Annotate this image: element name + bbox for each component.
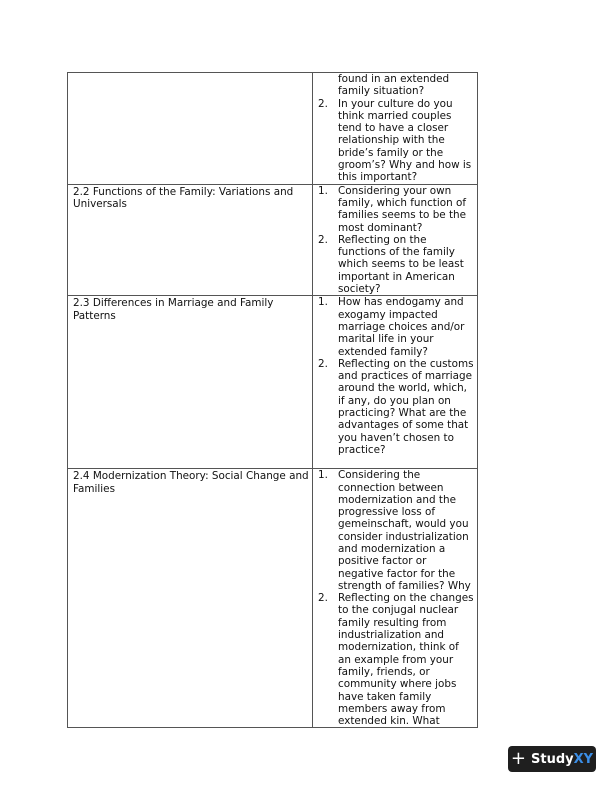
topic-cell — [68, 73, 313, 185]
questions-cell — [313, 73, 478, 185]
item-text: Considering the connection between modernization and the progressive loss of gemeinschaft, would you consider industrialization and modernization a positive factor or negative factor for the strength of families? Why — [338, 469, 471, 592]
questions-cell — [313, 296, 478, 469]
table-row — [68, 296, 478, 469]
questions-cell — [313, 469, 478, 728]
item-number: 2. — [318, 97, 328, 110]
item-number: 1. — [318, 469, 328, 482]
item-text: Reflecting on the functions of the family which seems to be least important in American society? — [338, 233, 464, 296]
item-text: How has endogamy and exogamy impacted marriage choices and/or marital life in your extended family? — [338, 296, 465, 358]
item-text: found in an extended family situation? — [338, 73, 450, 98]
studyxy-logo — [508, 746, 596, 772]
topic-label: 2.4 Modernization Theory: Social Change and Families — [73, 470, 309, 495]
table-row — [68, 469, 478, 728]
topic-cell — [68, 184, 313, 296]
topic-label — [73, 73, 309, 74]
question-list — [316, 469, 474, 727]
item-number: 2. — [318, 592, 328, 605]
list-item — [316, 469, 474, 592]
question-list — [316, 185, 474, 296]
questions-cell — [313, 184, 478, 296]
item-text: Considering your own family, which function of families seems to be the most dominant? — [338, 184, 467, 234]
list-item — [316, 296, 474, 357]
cell-spacer — [316, 456, 474, 468]
list-item — [316, 185, 474, 234]
item-text: Reflecting on the customs and practices of marriage around the world, which, if any, do you plan on practicing? What are the advantages of some that you haven’t chosen to practice? — [338, 357, 474, 456]
topic-label: 2.3 Differences in Marriage and Family Patterns — [73, 297, 274, 322]
item-text: In your culture do you think married couples tend to have a closer relationship with the bride’s family or the groom’s? Why and how is this important? — [338, 97, 472, 184]
question-list — [316, 73, 474, 184]
item-text: Reflecting on the changes to the conjugal nuclear family resulting from industrialization and modernization, think of an example from your family, friends, or community where jobs have taken family members away from extended kin. What — [338, 592, 474, 728]
list-item — [316, 234, 474, 295]
list-item — [316, 592, 474, 727]
brand-name: Study — [531, 751, 574, 767]
list-item — [316, 98, 474, 184]
plus-icon: + — [510, 748, 527, 769]
table-row — [68, 73, 478, 185]
question-list — [316, 296, 474, 456]
list-item — [316, 358, 474, 456]
discussion-questions-table — [67, 72, 478, 728]
item-number: 1. — [318, 296, 328, 309]
item-number: 2. — [318, 233, 328, 246]
topic-cell — [68, 296, 313, 469]
item-number: 1. — [318, 184, 328, 197]
topic-label: 2.2 Functions of the Family: Variations and Universals — [73, 185, 294, 210]
list-item — [316, 73, 474, 98]
brand-accent: XY — [573, 751, 594, 767]
item-number: 2. — [318, 357, 328, 370]
table-row — [68, 184, 478, 296]
topic-cell — [68, 469, 313, 728]
